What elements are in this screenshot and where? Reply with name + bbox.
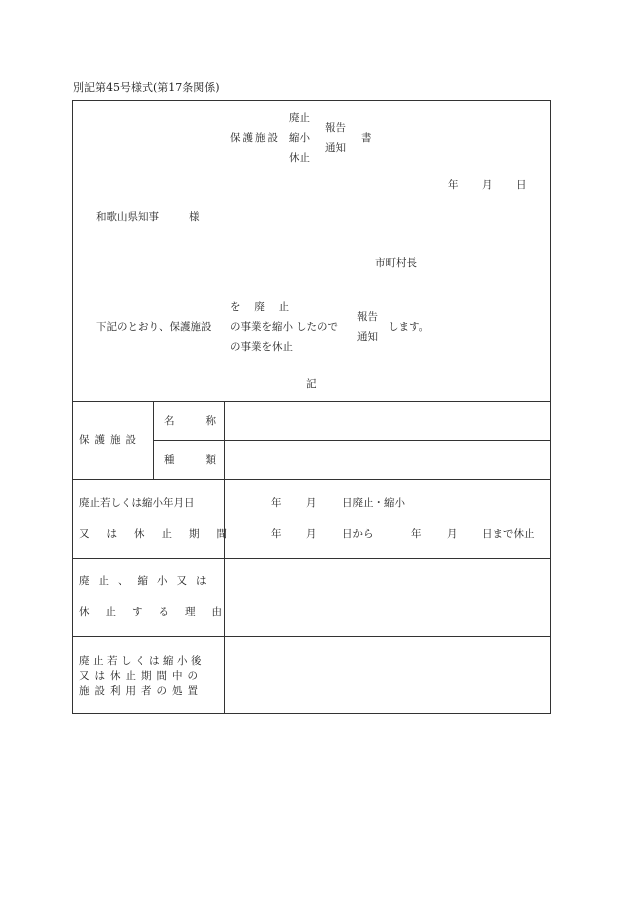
date-month: 月 [482,179,493,191]
close-date-end: 日廃止・縮小 [342,497,405,509]
type-label: 種類 [164,454,247,466]
date-day: 日 [516,179,527,191]
divider [224,401,225,714]
name-label: 名称 [164,415,247,427]
addressee: 和歌山県知事 [96,211,159,223]
body-mid: したので [296,321,338,333]
date-label-1: 廃止若しくは縮小年月日 [79,497,195,509]
body-option-haishi: を 廃 止 [230,301,290,313]
body-option-shukusho: の事業を縮小 [230,321,293,333]
title-option-kyushi: 休止 [289,152,310,164]
suspend-from-month: 月 [306,528,317,540]
divider [153,440,551,441]
addressee-honorific: 様 [189,211,200,223]
suspend-to-end: 日まで休止 [482,528,535,540]
divider [72,479,551,480]
divider [72,401,551,402]
divider [72,636,551,637]
suspend-from-day: 日から [342,528,374,540]
divider [72,558,551,559]
body-prefix: 下記のとおり、保護施設 [96,321,212,333]
suspend-to-year: 年 [411,528,422,540]
title-option-tsuchi: 通知 [325,142,346,154]
divider [153,401,154,479]
date-year: 年 [448,179,459,191]
body-option-hokoku: 報告 [357,311,378,323]
date-label-2: 又は休止期間 [79,528,244,540]
ki-heading: 記 [306,378,317,390]
suspend-from-year: 年 [271,528,282,540]
body-option-tsuchi: 通知 [357,331,378,343]
disposal-label-2: 又は休止期間中の [79,670,203,682]
body-suffix: します。 [388,321,430,333]
suspend-to-month: 月 [447,528,458,540]
close-date-year: 年 [271,497,282,509]
title-option-shukusho: 縮小 [289,132,310,144]
title-prefix: 保護施設 [230,132,280,144]
close-date-month: 月 [306,497,317,509]
body-option-kyushi: の事業を休止 [230,341,293,353]
facility-label: 保護施設 [79,434,141,446]
title-option-haishi: 廃止 [289,112,310,124]
title-option-hokoku: 報告 [325,122,346,134]
form-frame [72,100,551,714]
reason-label-2: 休止する理由 [79,606,238,618]
title-suffix: 書 [361,132,372,144]
sender: 市町村長 [375,257,417,269]
form-label: 別記第45号様式(第17条関係) [73,81,220,94]
disposal-label-3: 施設利用者の処置 [79,685,203,697]
disposal-label-1: 廃止若しくは縮小後 [79,655,205,667]
reason-label-1: 廃止、縮小又は [79,575,216,587]
